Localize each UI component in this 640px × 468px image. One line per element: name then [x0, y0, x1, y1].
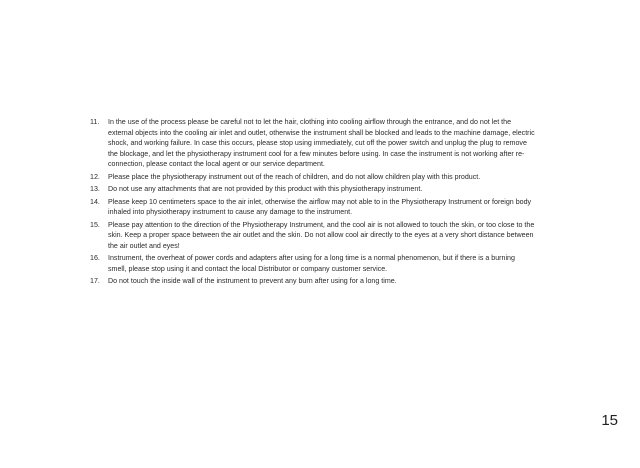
list-item	[90, 276, 535, 287]
list-item	[90, 117, 535, 170]
item-text: Please pay attention to the direction of the Physiotherapy Instrument, and the cool air is not allowed to touch the skin, or too close to the skin. Keep a proper space between the air outlet and the skin. Do not allow cool air directly to the eyes at a very short distance between the air outlet and eyes!	[108, 220, 535, 250]
item-number: 13.	[90, 185, 100, 193]
list-item	[90, 172, 535, 183]
item-text: Instrument, the overheat of power cords and adapters after using for a long time is a normal phenomenon, but if there is a burning smell, please stop using it and contact the local Distributor or company customer service.	[108, 254, 515, 273]
list-item	[90, 184, 535, 195]
item-text: Do not use any attachments that are not provided by this product with this physiotherapy instrument.	[108, 185, 423, 193]
safety-instructions-list	[90, 117, 535, 289]
item-number: 14.	[90, 197, 100, 206]
list-item	[90, 197, 535, 218]
item-text: In the use of the process please be careful not to let the hair, clothing into cooling airflow through the entrance, and do not let the external objects into the cooling air inlet and outlet, otherwise the instrument shall be blocked and leads to the machine damage, electric shock, and working failure. In case this occurs, please stop using immediately, cut off the power switch and unplug the plug to remove the blockage, and let the physiotherapy instrument cool for a few minutes before using. In case the instrument is not working after re-connection, please contact the local agent or our service department.	[108, 118, 535, 168]
page-number: 15	[601, 412, 618, 429]
item-text: Please keep 10 centimeters space to the air inlet, otherwise the airflow may not able to in the Physiotherapy Instrument or foreign body inhaled into physiotherapy instrument to cause any damage to the instrument.	[108, 197, 532, 216]
item-number: 12.	[90, 172, 100, 181]
item-number: 11.	[90, 118, 100, 126]
item-number: 15.	[90, 220, 100, 229]
list-item	[90, 220, 535, 252]
list-item	[90, 253, 535, 274]
item-number: 16.	[90, 254, 100, 262]
item-text: Do not touch the inside wall of the instrument to prevent any burn after using for a long time.	[108, 277, 397, 285]
item-number: 17.	[90, 277, 100, 285]
item-text: Please place the physiotherapy instrument out of the reach of children, and do not allow children play with this product.	[108, 172, 481, 181]
